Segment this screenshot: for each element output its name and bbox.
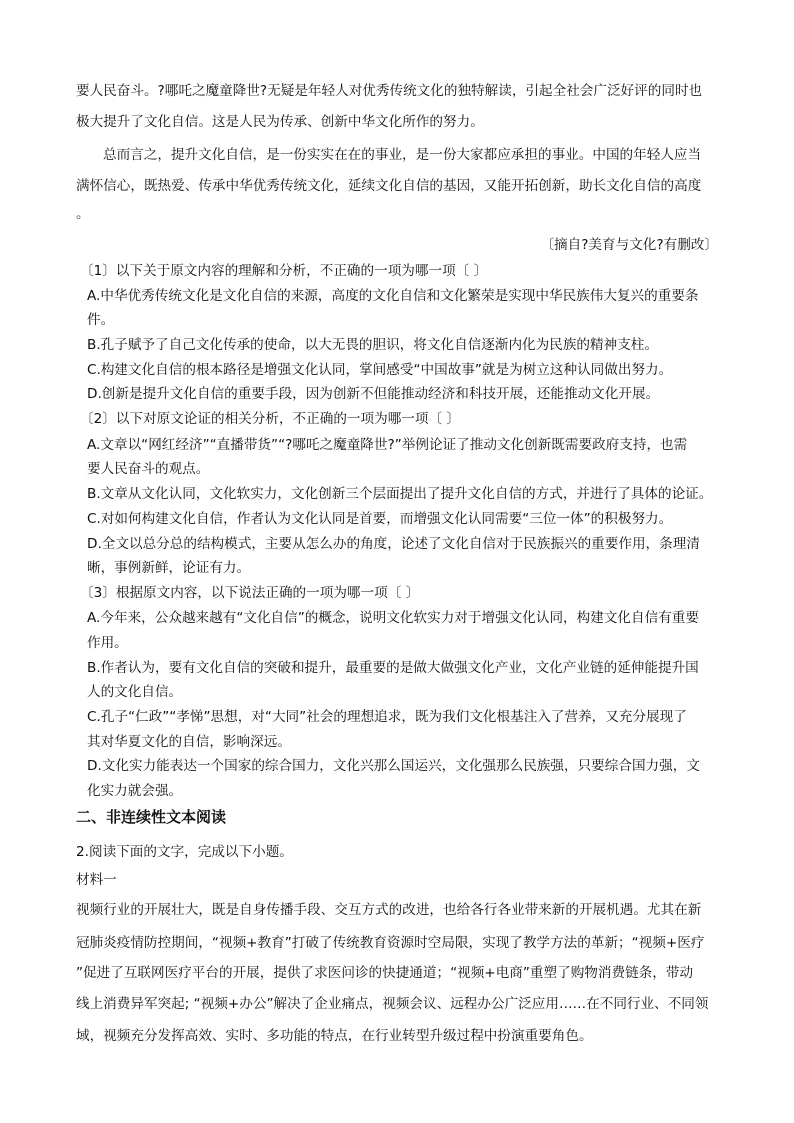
question-1-option-c: C.构建文化自信的根本路径是增强文化认同，掌间感受“中国故事”就是为树立这种认同做出努力。 (87, 362, 673, 378)
question-2-option-d-cont: 晰，事例新鲜，论证有力。 (87, 560, 251, 576)
material-line: 视频行业的开展壮大，既是自身传播手段、交互方式的改进，也给各行各业带来新的开展机遇。尤其在新 (76, 902, 702, 918)
intro-line: 要人民奋斗。?哪吒之魔童降世?无疑是年轻人对优秀传统文化的独特解读，引起全社会广泛好评的同时也 (76, 83, 703, 99)
question-3-option-a-cont: 作用。 (87, 635, 128, 651)
question-3-option-a: A.今年来，公众越来越有“文化自信”的概念，说明文化软实力对于增强文化认同，构建文化自信有重要 (87, 610, 699, 626)
question-3-option-b: B.作者认为，要有文化自信的突破和提升，最重要的是做大做强文化产业，文化产业链的延伸能提升国 (87, 660, 699, 676)
material-title: 材料一 (76, 872, 117, 888)
question-3-option-c-cont: 其对华夏文化的自信，影响深远。 (87, 734, 291, 750)
section-heading: 二、非连续性文本阅读 (76, 808, 227, 826)
question-1-option-b: B.孔子赋予了自己文化传承的使命，以大无畏的胆识，将文化自信逐渐内化为民族的精神支柱。 (87, 337, 658, 353)
intro-line: 极大提升了文化自信。这是人民为传承、创新中华文化所作的努力。 (76, 114, 484, 130)
source-citation: 〔摘自?美育与文化?有删改〕 (540, 237, 718, 253)
question-2-option-c: C.对如何构建文化自信，作者认为文化认同是首要，而增强文化认同需要“三位一体”的积极努力。 (87, 511, 673, 527)
section-instruction: 2.阅读下面的文字，完成以下小题。 (76, 844, 293, 860)
conclusion-line: 总而言之，提升文化自信，是一份实实在在的事业，是一份大家都应承担的事业。中国的年轻人应当 (103, 147, 702, 163)
conclusion-line: 满怀信心，既热爱、传承中华优秀传统文化，延续文化自信的基因，又能开拓创新，助长文化自信的高度 (76, 178, 702, 194)
question-1-option-d: D.创新是提升文化自信的重要手段，因为创新不但能推动经济和科技开展，还能推动文化开展。 (87, 386, 660, 402)
question-3-option-d-cont: 化实力就会强。 (87, 783, 183, 799)
question-3-stem: 〔3〕根据原文内容，以下说法正确的一项为哪一项〔 〕 (80, 585, 420, 601)
material-line: 冠肺炎疫情防控期间，“视频+教育”打破了传统教育资源时空局限，实现了教学方法的革新；“视频+医疗 (76, 935, 705, 951)
question-1-option-a: A.中华优秀传统文化是文化自信的来源，高度的文化自信和文化繁荣是实现中华民族伟大复兴的重要条 (87, 288, 699, 304)
question-1-stem: 〔1〕以下关于原文内容的理解和分析，不正确的一项为哪一项〔 〕 (80, 263, 488, 279)
question-2-stem: 〔2〕以下对原文论证的相关分析，不正确的一项为哪一项〔 〕 (80, 411, 460, 427)
question-2-option-a: A.文章以“网红经济”“直播带货”“?哪吒之魔童降世?”举例论证了推动文化创新既需要政府支持，也需 (87, 437, 688, 453)
question-2-option-d: D.全文以总分总的结构模式，主要从怎么办的角度，论述了文化自信对于民族振兴的重要作用，条理清 (87, 536, 700, 552)
question-1-option-a-cont: 件。 (87, 312, 115, 328)
material-line: 线上消费异军突起; “视频+办公”解决了企业痛点，视频会议、远程办公广泛应用……在不同行业、不同领 (76, 996, 709, 1012)
question-3-option-c: C.孔子“仁政”“孝悌”思想，对“大同”社会的理想追求，既为我们文化根基注入了营养，又充分展现了 (87, 709, 687, 725)
question-2-option-a-cont: 要人民奋斗的观点。 (87, 461, 210, 477)
material-line: ”促进了互联网医疗平台的开展，提供了求医问诊的快捷通道；“视频+电商”重塑了购物消费链条，带动 (76, 965, 694, 981)
material-line: 域，视频充分发挥高效、实时、多功能的特点，在行业转型升级过程中扮演重要角色。 (76, 1028, 593, 1044)
question-2-option-b: B.文章从文化认同，文化软实力，文化创新三个层面提出了提升文化自信的方式，并进行了具体的论证。 (87, 486, 713, 502)
conclusion-line: 。 (76, 206, 90, 222)
question-3-option-b-cont: 人的文化自信。 (87, 684, 183, 700)
question-3-option-d: D.文化实力能表达一个国家的综合国力，文化兴那么国运兴，文化强那么民族强，只要综合国力强，文 (87, 758, 700, 774)
